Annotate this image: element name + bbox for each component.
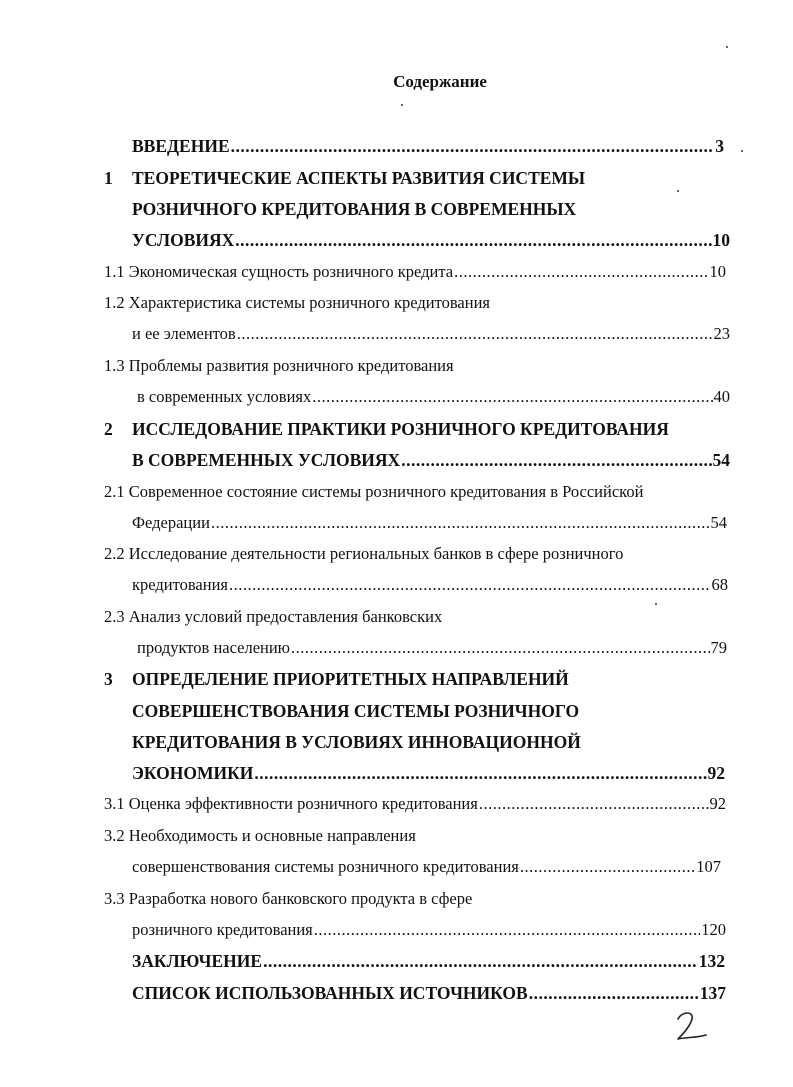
toc-leader-dots: [211, 512, 710, 534]
toc-label: и ее элементов: [132, 324, 236, 343]
chapter-2-title-line-1[interactable]: [132, 418, 669, 442]
scan-speck: [401, 104, 403, 106]
toc-page-number: 92: [709, 794, 726, 813]
toc-entry-3-3[interactable]: [132, 919, 726, 943]
toc-page-number: 79: [710, 638, 727, 657]
toc-label: продуктов населению: [137, 638, 291, 657]
scan-speck: [741, 150, 743, 152]
toc-label: ЭКОНОМИКИ: [132, 763, 254, 783]
toc-leader-dots: [263, 950, 698, 972]
toc-entry-chapter-2[interactable]: [132, 449, 730, 473]
toc-label: В СОВРЕМЕННЫХ УСЛОВИЯХ: [132, 450, 401, 470]
chapter-title-text: РОЗНИЧНОГО КРЕДИТОВАНИЯ В СОВРЕМЕННЫХ: [132, 199, 577, 219]
toc-entry-2-2-line-1[interactable]: [104, 543, 623, 567]
chapter-title-text: ТЕОРЕТИЧЕСКИЕ АСПЕКТЫ РАЗВИТИЯ СИСТЕМЫ: [132, 168, 586, 188]
toc-entry-1-1[interactable]: [104, 261, 726, 285]
toc-entry-sources[interactable]: [132, 982, 726, 1006]
chapter-3-title-line-3[interactable]: [132, 731, 581, 755]
toc-label: в современных условиях: [137, 387, 312, 406]
toc-leader-dots: [529, 982, 699, 1004]
toc-leader-dots: [401, 449, 711, 471]
toc-entry-2-2[interactable]: [132, 574, 728, 598]
toc-label: 1.3 Проблемы развития розничного кредитования: [104, 356, 454, 375]
chapter-3-title-line-2[interactable]: [132, 700, 579, 724]
toc-page-number: 3: [715, 136, 724, 156]
toc-label: 1.2 Характеристика системы розничного кредитования: [104, 293, 490, 312]
page-title: Содержание: [393, 72, 487, 91]
toc-entry-3-2-line-1[interactable]: [104, 825, 416, 849]
toc-leader-dots: [314, 919, 700, 941]
toc-page-number: 40: [713, 387, 730, 406]
toc-label: СПИСОК ИСПОЛЬЗОВАННЫХ ИСТОЧНИКОВ: [132, 983, 528, 1003]
toc-page-number: 137: [699, 983, 726, 1003]
toc-entry-3-1[interactable]: [104, 793, 726, 817]
toc-label: 3.2 Необходимость и основные направления: [104, 826, 416, 845]
toc-label: Федерации: [132, 513, 210, 532]
toc-leader-dots: [479, 793, 709, 815]
toc-entry-1-3[interactable]: [137, 386, 730, 410]
toc-entry-2-3[interactable]: [137, 637, 727, 661]
chapter-number: 3: [104, 669, 113, 689]
toc-leader-dots: [235, 229, 711, 251]
toc-leader-dots: [229, 574, 711, 596]
toc-leader-dots: [254, 762, 706, 784]
toc-page-number: 68: [711, 575, 728, 594]
toc-label: 3.1 Оценка эффективности розничного кредитования: [104, 794, 478, 813]
toc-label: ВВЕДЕНИЕ: [132, 136, 230, 156]
chapter-number: 1: [104, 168, 113, 188]
toc-label: 2.3 Анализ условий предоставления банковских: [104, 607, 443, 626]
toc-leader-dots: [231, 135, 715, 157]
toc-leader-dots: [312, 386, 712, 408]
chapter-1-title-line-2[interactable]: [132, 198, 576, 222]
toc-label: 2.2 Исследование деятельности региональных банков в сфере розничного: [104, 544, 624, 563]
scan-speck: [726, 46, 728, 48]
toc-label: 3.3 Разработка нового банковского продукта в сфере: [104, 889, 473, 908]
chapter-number: 2: [104, 419, 113, 439]
toc-page-number: 120: [701, 920, 726, 939]
toc-entry-3-3-line-1[interactable]: [104, 888, 472, 912]
toc-page-number: 10: [712, 230, 730, 250]
toc-leader-dots: [291, 637, 709, 659]
scan-speck: [655, 603, 657, 605]
toc-label: УСЛОВИЯХ: [132, 230, 235, 250]
toc-label: ЗАКЛЮЧЕНИЕ: [132, 951, 263, 971]
chapter-1-title-line-1[interactable]: [132, 167, 585, 191]
chapter-title-text: КРЕДИТОВАНИЯ В УСЛОВИЯХ ИННОВАЦИОННОЙ: [132, 732, 581, 752]
chapter-title-text: ОПРЕДЕЛЕНИЕ ПРИОРИТЕТНЫХ НАПРАВЛЕНИЙ: [132, 669, 569, 689]
toc-page-number: 54: [710, 513, 727, 532]
toc-entry-3-2[interactable]: [132, 856, 721, 880]
toc-page-number: 54: [712, 450, 730, 470]
toc-page-number: 132: [698, 951, 725, 971]
toc-entry-chapter-3[interactable]: [132, 762, 725, 786]
toc-entry-2-1-line-1[interactable]: [104, 481, 643, 505]
toc-page-number: 10: [709, 262, 726, 281]
toc-leader-dots: [454, 261, 708, 283]
toc-page-number: 107: [696, 857, 721, 876]
chapter-3-title-line-1[interactable]: [132, 668, 569, 692]
toc-page-number: 92: [707, 763, 725, 783]
toc-label: розничного кредитования: [132, 920, 313, 939]
toc-leader-dots: [237, 323, 713, 345]
toc-entry-2-1[interactable]: [132, 512, 727, 536]
toc-label: 1.1 Экономическая сущность розничного кредита: [104, 262, 454, 281]
toc-label: 2.1 Современное состояние системы розничного кредитования в Российской: [104, 482, 644, 501]
toc-label: совершенствования системы розничного кредитования: [132, 857, 519, 876]
toc-page-number: 23: [713, 324, 730, 343]
chapter-title-text: ИССЛЕДОВАНИЕ ПРАКТИКИ РОЗНИЧНОГО КРЕДИТОВАНИЯ: [132, 419, 669, 439]
toc-leader-dots: [520, 856, 695, 878]
chapter-title-text: СОВЕРШЕНСТВОВАНИЯ СИСТЕМЫ РОЗНИЧНОГО: [132, 701, 580, 721]
toc-label: кредитования: [132, 575, 228, 594]
toc-entry-chapter-1[interactable]: [132, 229, 730, 253]
toc-entry-intro[interactable]: [132, 135, 724, 159]
toc-entry-1-2[interactable]: [132, 323, 730, 347]
handwritten-page-number: [672, 1005, 712, 1045]
toc-entry-1-3-line-1[interactable]: [104, 355, 454, 379]
toc-entry-2-3-line-1[interactable]: [104, 606, 442, 630]
toc-entry-conclusion[interactable]: [132, 950, 725, 974]
scan-speck: [677, 190, 679, 192]
toc-entry-1-2-line-1[interactable]: [104, 292, 490, 316]
